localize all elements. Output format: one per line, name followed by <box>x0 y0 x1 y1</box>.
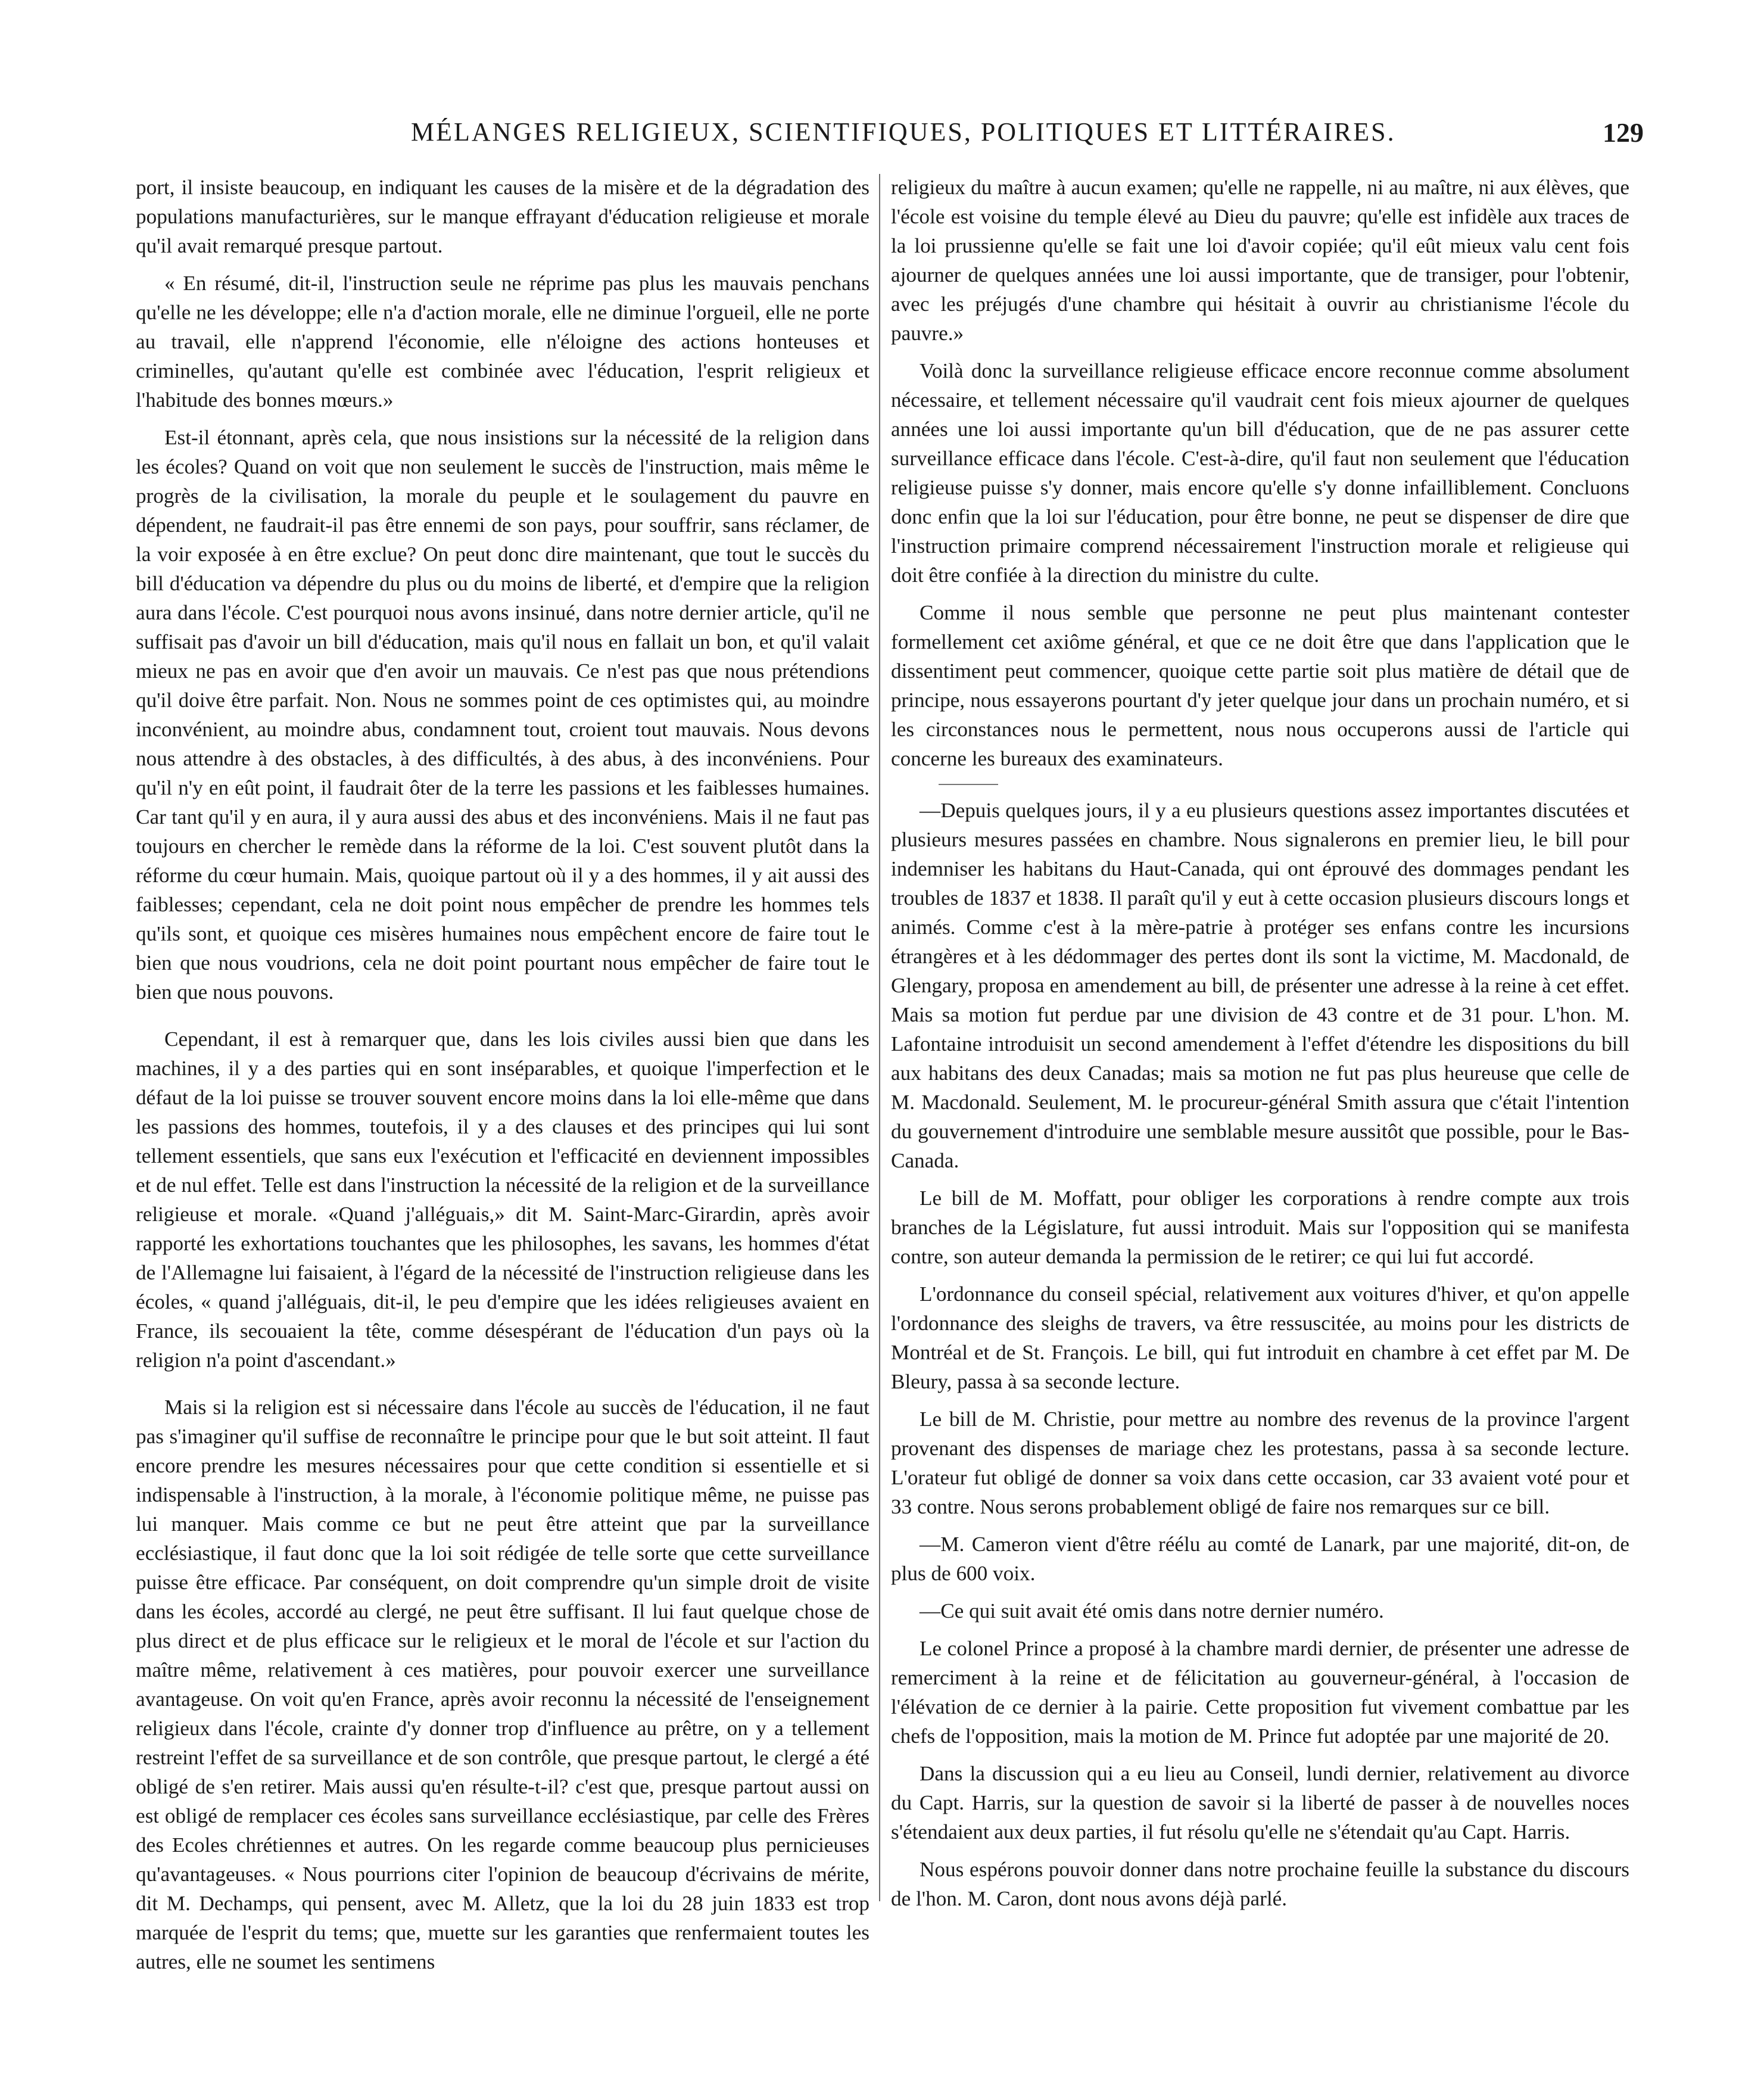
paragraph: Dans la discussion qui a eu lieu au Conseil, lundi dernier, relativement au divorce du Capt. Harris, sur la question de savoir si la liberté de passer à de nouvelles noces s'étendaient aux deux parties, il fut résolu qu'elle ne s'étendait qu'au Capt. Harris. <box>891 1762 1629 1844</box>
section-separator <box>939 784 998 785</box>
paragraph: Le colonel Prince a proposé à la chambre mardi dernier, de présenter une adresse de remerciment à la reine et de félicitation au gouverneur-général, à l'occasion de l'élévation de ce dernier à la pairie. Cette proposition fut vivement combattue par les chefs de l'opposition, mais la motion de M. Prince fut adoptée par une majorité de 20. <box>891 1637 1629 1748</box>
paragraph: —M. Cameron vient d'être réélu au comté de Lanark, par une majorité, dit-on, de plus de 600 voix. <box>891 1533 1629 1585</box>
paragraph: Cependant, il est à remarquer que, dans les lois civiles aussi bien que dans les machines, il y a des parties qui en sont inséparables, et quoique l'imperfection et le défaut de la loi puisse se trouver souvent encore moins dans la loi elle-même que dans les passions des hommes, toutefois, il y a des clauses et des principes qui lui sont tellement essentiels, que sans eux l'exécution et l'efficacité en deviennent impossibles et de nul effet. Telle est dans l'instruction la nécessité de la religion et de la surveillance religieuse et morale. «Quand j'alléguais,» dit M. Saint-Marc-Girardin, après avoir rapporté les exhortations touchantes que les philosophes, les savans, les hommes d'état de l'Allemagne lui faisaient, à l'égard de la nécessité de l'instruction religieuse dans les écoles, « quand j'alléguais, dit-il, le peu d'empire que les idées religieuses avaient en France, ils secouaient la tête, comme désespérant de l'éducation d'un pays où la religion n'a point d'ascendant.» <box>136 1027 869 1372</box>
paragraph: Est-il étonnant, après cela, que nous insistions sur la nécessité de la religion dans les écoles? Quand on voit que non seulement le succès de l'instruction, mais même le progrès de la civilisation, la morale du peuple et le soulagement du pauvre en dépendent, ne faudrait-il pas être ennemi de son pays, pour souffrir, sans réclamer, de la voir exposée à en être exclue? On peut donc dire maintenant, que tout le succès du bill d'éducation va dépendre du plus ou du moins de liberté, et d'empire que la religion aura dans l'école. C'est pourquoi nous avons insinué, dans notre dernier article, qu'il ne suffisait pas d'avoir un bill d'éducation, mais qu'il nous en fallait un bon, et qu'il valait mieux ne pas en avoir que d'en avoir un mauvais. Ce n'est pas que nous prétendions qu'il doive être parfait. Non. Nous ne sommes point de ces optimistes qui, au moindre inconvénient, au moindre abus, condamnent tout, croient tout mauvais. Nous devons nous attendre à des obstacles, à des difficultés, à des abus, à des inconvéniens. Pour qu'il n'y en eût point, il faudrait ôter de la terre les passions et les faiblesses humaines. Car tant qu'il y en aura, il y aura aussi des abus et des inconvéniens. Mais il ne faut pas toujours en chercher le remède dans la réforme de la loi. C'est souvent plutôt dans la réforme du cœur humain. Mais, quoique partout où il y a des hommes, il y ait aussi des faiblesses; cependant, cela ne doit point nous empêcher de prendre les hommes tels qu'ils sont, et quoique ces misères humaines nous empêchent encore de faire tout le bien que nous voudrions, cela ne doit point pourtant nous empêcher de faire tout le bien que nous pouvons. <box>136 426 869 1004</box>
paragraph: —Ce qui suit avait été omis dans notre dernier numéro. <box>920 1599 1384 1623</box>
left-column <box>136 173 869 1976</box>
paragraph: port, il insiste beaucoup, en indiquant les causes de la misère et de la dégradation des populations manufacturières, sur le manque effrayant d'éducation religieuse et morale qu'il avait remarqué presque partout. <box>136 176 869 257</box>
paragraph: Voilà donc la surveillance religieuse efficace encore reconnue comme absolument nécessaire, et tellement nécessaire qu'il vaudrait cent fois mieux ajourner de quelques années une loi aussi importante qu'un bill d'éducation, que de ne pas assurer cette surveillance efficace dans l'école. C'est-à-dire, qu'il faut non seulement que l'éducation religieuse puisse s'y donner, mais encore qu'elle s'y donne infailliblement. Concluons donc enfin que la loi sur l'éducation, pour être bonne, ne peut se dispenser de dire que l'instruction primaire comprend nécessairement l'instruction morale et religieuse qui doit être confiée à la direction du ministre du culte. <box>891 359 1629 587</box>
paragraph: « En résumé, dit-il, l'instruction seule ne réprime pas plus les mauvais penchans qu'elle ne les développe; elle n'a d'action morale, elle ne diminue l'orgueil, elle ne porte au travail, elle n'apprend l'économie, elle n'éloigne des actions honteuses et criminelles, qu'autant qu'elle est combinée avec l'éducation, l'esprit religieux et l'habitude des bonnes mœurs.» <box>136 272 869 412</box>
paragraph: Nous espérons pouvoir donner dans notre prochaine feuille la substance du discours de l'hon. M. Caron, dont nous avons déjà parlé. <box>891 1858 1629 1910</box>
column-divider <box>879 174 880 1901</box>
page-number: 129 <box>1603 117 1644 148</box>
page-header <box>179 113 1644 163</box>
paragraph: L'ordonnance du conseil spécial, relativement aux voitures d'hiver, et qu'on appelle l'ordonnance des sleighs de travers, va être ressuscitée, au moins pour les districts de Montréal et de St. François. Le bill, qui fut introduit en chambre à cet effet par M. De Bleury, passa à sa seconde lecture. <box>891 1282 1629 1393</box>
paragraph: Mais si la religion est si nécessaire dans l'école au succès de l'éducation, il ne faut pas s'imaginer qu'il suffise de reconnaître le principe pour que le but soit atteint. Il faut encore prendre les mesures nécessaires pour que cette condition si essentielle et si indispensable à l'instruction, à la morale, à l'économie politique même, ne puisse pas lui manquer. Mais comme ce but ne peut être atteint que par la surveillance ecclésiastique, il faut donc que la loi soit rédigée de telle sorte que cette surveillance puisse être efficace. Par conséquent, on doit comprendre qu'un simple droit de visite dans les écoles, accordé au clergé, ne peut être suffisant. Il lui faut quelque chose de plus direct et de plus efficace sur le religieux et le moral de l'école et sur l'action du maître même, relativement à ces matières, pour pouvoir exercer une surveillance avantageuse. On voit qu'en France, après avoir reconnu la nécessité de l'enseignement religieux dans l'école, crainte d'y donner trop d'influence au prêtre, on y a tellement restreint l'effet de sa surveillance et de son contrôle, que presque partout, le clergé a été obligé de s'en retirer. Mais aussi qu'en résulte-t-il? c'est que, presque partout aussi on est obligé de remplacer ces écoles sans surveillance ecclésiastique, par celle des Frères des Ecoles chrétiennes et autres. On les regarde comme beaucoup plus pernicieuses qu'avantageuses. « Nous pourrions citer l'opinion de beaucoup d'écrivains de mérite, dit M. Dechamps, qui pensent, avec M. Alletz, que la loi du 28 juin 1833 est trop marquée de l'esprit du tems; que, muette sur les garanties que renfermaient toutes les autres, elle ne soumet les sentimens <box>136 1396 869 1973</box>
paragraph: —Depuis quelques jours, il y a eu plusieurs questions assez importantes discutées et plusieurs mesures passées en chambre. Nous signalerons en premier lieu, le bill pour indemniser les habitans du Haut-Canada, qui ont éprouvé des dommages pendant les troubles de 1837 et 1838. Il paraît qu'il y eut à cette occasion plusieurs discours longs et animés. Comme c'est à la mère-patrie à protéger ses enfans contre les incursions étrangères et à les dédommager des pertes dont ils sont la victime, M. Macdonald, de Glengary, proposa en amendement au bill, de présenter une adresse à la reine à cet effet. Mais sa motion fut perdue par une division de 43 contre et de 31 pour. L'hon. M. Lafontaine introduisit un second amendement à l'effet d'étendre les dispositions du bill aux habitans des deux Canadas; mais sa motion ne fut pas plus heureuse que celle de M. Macdonald. Seulement, M. le procureur-général Smith assura que c'était l'intention du gouvernement d'introduire une semblable mesure aussitôt que possible, pour le Bas-Canada. <box>891 799 1629 1172</box>
paragraph: religieux du maître à aucun examen; qu'elle ne rappelle, ni au maître, ni aux élèves, que l'école est voisine du temple élevé au Dieu du pauvre; qu'elle est infidèle aux traces de la loi prussienne qu'elle se fait une loi d'avoir copiée; qu'il eût mieux valu cent fois ajourner de quelques années une loi aussi importante, que de transiger, pour l'obtenir, avec les préjugés d'une chambre qui hésitait à ouvrir au christianisme l'école du pauvre.» <box>891 176 1629 345</box>
paragraph: Le bill de M. Christie, pour mettre au nombre des revenus de la province l'argent provenant des dispenses de mariage chez les protestans, passa à sa seconde lecture. L'orateur fut obligé de donner sa voix dans cette occasion, car 33 avaient voté pour et 33 contre. Nous serons probablement obligé de faire nos remarques sur ce bill. <box>891 1407 1629 1518</box>
running-title: MÉLANGES RELIGIEUX, SCIENTIFIQUES, POLITIQUES ET LITTÉRAIRES. <box>411 117 1396 147</box>
right-column <box>891 173 1629 1913</box>
paragraph: Le bill de M. Moffatt, pour obliger les corporations à rendre compte aux trois branches de la Législature, fut aussi introduit. Mais sur l'opposition qui se manifesta contre, son auteur demanda la permission de le retirer; ce qui lui fut accordé. <box>891 1187 1629 1268</box>
paragraph: Comme il nous semble que personne ne peut plus maintenant contester formellement cet axiôme général, et que ce ne doit être que dans l'application que le dissentiment peut commencer, quoique cette partie soit plus matière de détail que de principe, nous essayerons pourtant d'y jeter quelque jour dans un prochain numéro, et si les circonstances nous le permettent, nous nous occuperons aussi de l'article qui concerne les bureaux des examinateurs. <box>891 601 1629 770</box>
